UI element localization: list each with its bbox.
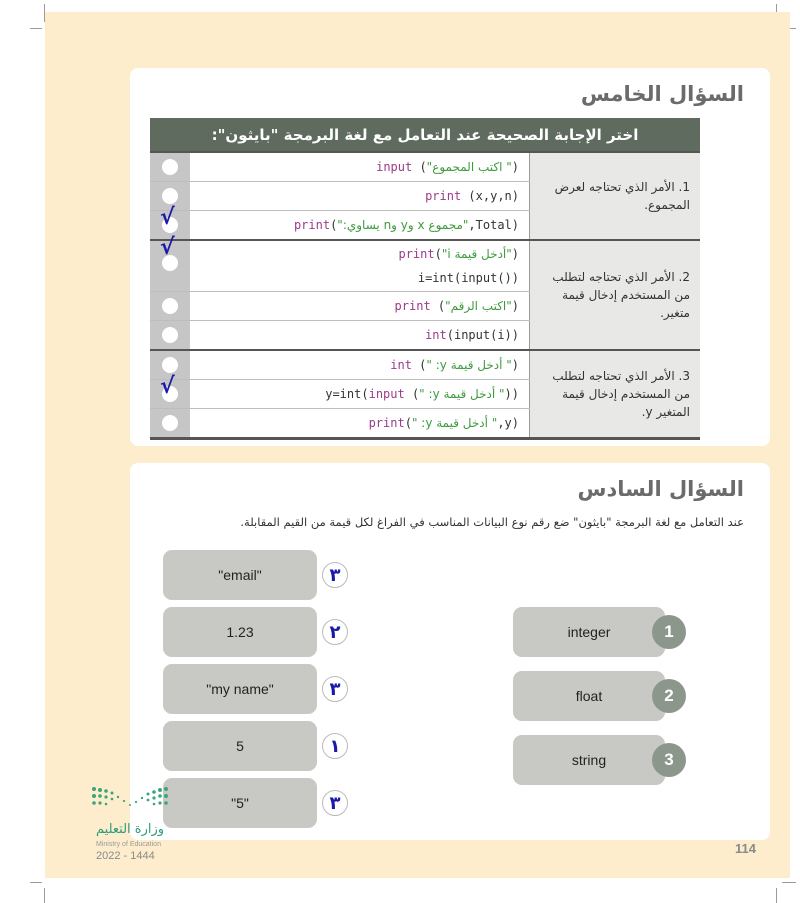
code-option [190,182,530,210]
radio-cell[interactable] [150,153,190,181]
edition-year: 2022 - 1444 [96,850,155,862]
radio-button[interactable] [162,188,178,204]
code-text: ( [411,358,427,372]
code-option [190,153,530,181]
code-string: "أدخل قيمة i" [441,247,512,261]
answer-circle[interactable]: ٣ [322,676,348,702]
code-keyword: print [425,189,462,203]
question-6-title: السؤال السادس [577,477,744,501]
question-text: 2. الأمر الذي تحتاجه لتطلب من المستخدم إدخال قيمة متغير. [552,270,690,320]
crop-mark [44,888,45,903]
code-keyword: print [398,247,435,261]
code-text: ) [511,160,519,174]
ministry-logo-icon [90,785,180,815]
question-5-title: السؤال الخامس [580,82,744,106]
question-6-instruction: عند التعامل مع لغة البرمجة "بايثون" ضع رقم نوع البيانات المناسب في الفراغ لكل قيمة من القيم المقابلة. [240,515,744,529]
radio-cell[interactable] [150,292,190,320]
code-text: ( [404,416,412,430]
option-row[interactable] [150,409,530,437]
data-type-number: 3 [652,743,686,777]
code-option [190,211,530,239]
code-string: " أدخل قيمة y: " [411,416,498,430]
code-text: (x,y,n) [468,189,519,203]
code-text: ) [511,358,519,372]
question-6-panel [130,463,770,840]
page-number: 114 [735,841,756,856]
data-type-number: 1 [652,615,686,649]
crop-mark [782,882,796,883]
check-mark-icon: √ [160,235,175,260]
code-text: y=int( [325,387,369,401]
code-line [294,213,519,237]
answer-circle[interactable]: ٣ [322,562,348,588]
question-group [150,349,700,440]
code-keyword: print [394,299,431,313]
question-text-cell [530,351,700,437]
value-box: "email" [163,550,317,600]
code-text: ( [412,160,427,174]
radio-button[interactable] [162,415,178,431]
question-text: 3. الأمر الذي تحتاجه لتطلب من المستخدم إدخال قيمة المتغير y. [552,369,690,419]
question-group [150,151,700,239]
code-line [398,242,519,266]
option-row[interactable] [150,351,530,380]
code-line: i=int(input()) [417,271,519,285]
code-line [425,323,519,347]
radio-cell[interactable] [150,374,190,408]
answer-circle[interactable]: ١ [322,733,348,759]
value-box: 5 [163,721,317,771]
code-keyword: input [368,387,405,401]
code-option [190,409,530,437]
code-text: )) [504,387,519,401]
code-text: ,y) [497,416,519,430]
question-5-panel [130,68,770,446]
check-mark-icon: √ [160,374,175,399]
radio-button[interactable] [162,298,178,314]
data-type-box: integer [513,607,665,657]
option-row[interactable] [150,321,530,349]
value-box: "my name" [163,664,317,714]
value-box: 1.23 [163,607,317,657]
code-line [376,155,519,179]
ministry-name-english: Ministry of Education [96,841,161,848]
code-keyword: int [425,328,447,342]
code-text: ( [404,387,420,401]
question-text: 1. الأمر الذي تحتاجه لعرض المجموع. [554,180,690,212]
code-option [190,380,530,408]
radio-cell[interactable] [150,321,190,349]
option-row[interactable] [150,182,530,211]
data-type-box: string [513,735,665,785]
code-text: ( [430,299,446,313]
code-keyword: print [293,218,331,232]
question-text-cell [530,153,700,239]
ministry-name-arabic: وزارة التعليم [96,822,165,837]
code-text: ( [434,247,442,261]
option-row[interactable] [150,292,530,321]
code-string: "اكتب الرقم" [445,299,512,313]
option-row[interactable] [150,374,530,409]
code-option [190,321,530,349]
code-text: ) [511,299,519,313]
radio-button[interactable] [162,357,178,373]
code-text: ( [330,218,338,232]
option-row[interactable] [150,205,530,239]
code-keyword: int [390,358,412,372]
crop-mark [30,28,42,29]
data-type-number: 2 [652,679,686,713]
code-line [395,294,519,318]
answer-circle[interactable]: ٣ [322,790,348,816]
question-group [150,235,700,349]
code-line [325,382,519,406]
answer-circle[interactable]: ٢ [322,619,348,645]
question-text-cell [530,241,700,349]
code-text: ) [511,247,519,261]
radio-cell[interactable] [150,409,190,437]
code-string: "مجموع x وy وn يساوي:" [337,218,469,232]
code-option [190,292,530,320]
radio-button[interactable] [162,327,178,343]
option-row[interactable] [150,153,530,182]
table-header: اختر الإجابة الصحيحة عند التعامل مع لغة البرمجة "بايثون": [150,118,700,151]
check-mark-icon: √ [160,205,175,230]
value-box: "5" [163,778,317,828]
code-string: " أدخل قيمة y: " [426,358,512,372]
code-string: " اكتب المجموع" [426,160,512,174]
code-text: (input(i)) [446,328,519,342]
code-string: " أدخل قيمة y: " [419,387,505,401]
code-text: ,Total) [468,218,519,232]
radio-button[interactable] [162,159,178,175]
code-keyword: input [376,160,413,174]
crop-mark [30,882,42,883]
crop-mark [776,888,777,903]
code-option [190,351,530,379]
data-type-box: float [513,671,665,721]
option-row[interactable] [150,235,530,292]
code-line [369,411,519,435]
radio-cell[interactable] [150,235,190,291]
code-line [390,353,519,377]
code-line [425,184,519,208]
code-keyword: print [368,416,405,430]
code-option [190,241,530,291]
multiple-choice-table [150,118,700,440]
